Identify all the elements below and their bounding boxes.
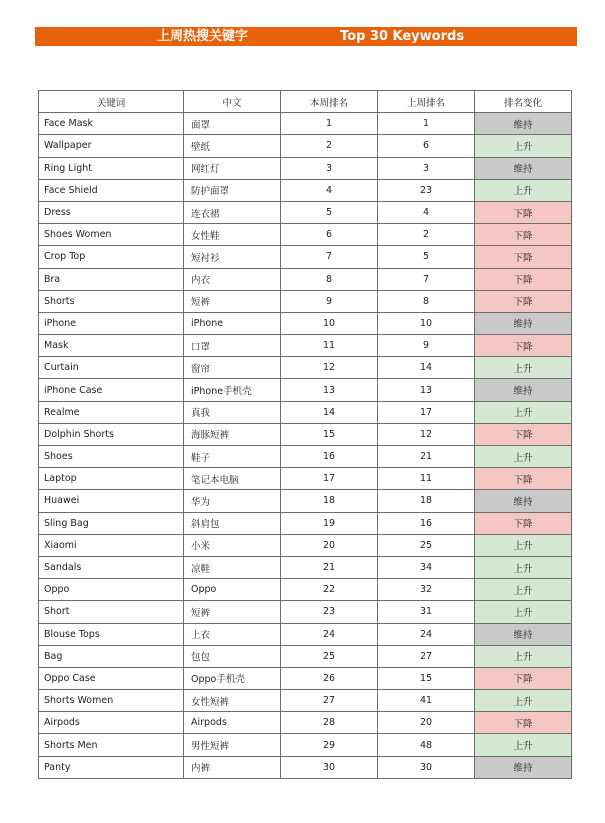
- table-row: [39, 157, 572, 179]
- table-row: [39, 468, 572, 490]
- chinese-cell: Oppo手机壳: [184, 667, 281, 689]
- keyword-cell: Xiaomi: [39, 534, 184, 556]
- last-week-rank-cell: 3: [378, 157, 475, 179]
- table-row: [39, 401, 572, 423]
- table-row: [39, 246, 572, 268]
- rank-change-cell: 维持: [475, 490, 572, 512]
- chinese-cell: 鞋子: [184, 446, 281, 468]
- table-row: [39, 601, 572, 623]
- rank-change-cell: 上升: [475, 446, 572, 468]
- this-week-rank-cell: 12: [281, 357, 378, 379]
- keyword-cell: Shoes Women: [39, 224, 184, 246]
- keyword-cell: Blouse Tops: [39, 623, 184, 645]
- table-row: [39, 357, 572, 379]
- this-week-rank-cell: 28: [281, 712, 378, 734]
- this-week-rank-cell: 11: [281, 335, 378, 357]
- keyword-cell: Panty: [39, 756, 184, 778]
- last-week-rank-cell: 5: [378, 246, 475, 268]
- this-week-rank-cell: 10: [281, 312, 378, 334]
- last-week-rank-cell: 25: [378, 534, 475, 556]
- rank-change-cell: 维持: [475, 623, 572, 645]
- table-row: [39, 712, 572, 734]
- chinese-cell: 凉鞋: [184, 556, 281, 578]
- last-week-rank-cell: 23: [378, 179, 475, 201]
- last-week-rank-cell: 32: [378, 579, 475, 601]
- keyword-cell: Shorts Women: [39, 690, 184, 712]
- last-week-rank-cell: 31: [378, 601, 475, 623]
- chinese-cell: iPhone: [184, 312, 281, 334]
- last-week-rank-cell: 11: [378, 468, 475, 490]
- chinese-cell: Airpods: [184, 712, 281, 734]
- rank-change-cell: 上升: [475, 579, 572, 601]
- table-row: [39, 645, 572, 667]
- last-week-rank-cell: 30: [378, 756, 475, 778]
- title-banner: [35, 27, 577, 46]
- chinese-cell: 内裤: [184, 756, 281, 778]
- this-week-rank-cell: 7: [281, 246, 378, 268]
- last-week-rank-cell: 8: [378, 290, 475, 312]
- rank-change-cell: 下降: [475, 423, 572, 445]
- keyword-cell: Airpods: [39, 712, 184, 734]
- this-week-rank-cell: 25: [281, 645, 378, 667]
- header-keyword: 关键词: [39, 91, 184, 113]
- header-last-week-rank: 上周排名: [378, 91, 475, 113]
- table-row: [39, 135, 572, 157]
- rank-change-cell: 下降: [475, 468, 572, 490]
- table-row: [39, 113, 572, 135]
- table-row: [39, 623, 572, 645]
- rank-change-cell: 下降: [475, 246, 572, 268]
- chinese-cell: Oppo: [184, 579, 281, 601]
- rank-change-cell: 下降: [475, 201, 572, 223]
- keyword-cell: Mask: [39, 335, 184, 357]
- chinese-cell: 男性短裤: [184, 734, 281, 756]
- chinese-cell: 窗帘: [184, 357, 281, 379]
- rank-change-cell: 上升: [475, 401, 572, 423]
- chinese-cell: 女性短裤: [184, 690, 281, 712]
- keyword-cell: Crop Top: [39, 246, 184, 268]
- keyword-cell: Face Shield: [39, 179, 184, 201]
- table-row: [39, 268, 572, 290]
- this-week-rank-cell: 21: [281, 556, 378, 578]
- keyword-cell: Face Mask: [39, 113, 184, 135]
- chinese-cell: 短裤: [184, 601, 281, 623]
- this-week-rank-cell: 27: [281, 690, 378, 712]
- keyword-cell: iPhone Case: [39, 379, 184, 401]
- keyword-cell: Oppo: [39, 579, 184, 601]
- chinese-cell: 防护面罩: [184, 179, 281, 201]
- header-rank-change: 排名变化: [475, 91, 572, 113]
- last-week-rank-cell: 27: [378, 645, 475, 667]
- this-week-rank-cell: 24: [281, 623, 378, 645]
- keyword-cell: Dress: [39, 201, 184, 223]
- rank-change-cell: 上升: [475, 179, 572, 201]
- this-week-rank-cell: 15: [281, 423, 378, 445]
- this-week-rank-cell: 22: [281, 579, 378, 601]
- keyword-cell: Shoes: [39, 446, 184, 468]
- table-row: [39, 690, 572, 712]
- chinese-cell: 笔记本电脑: [184, 468, 281, 490]
- this-week-rank-cell: 26: [281, 667, 378, 689]
- last-week-rank-cell: 10: [378, 312, 475, 334]
- table-row: [39, 290, 572, 312]
- rank-change-cell: 下降: [475, 224, 572, 246]
- title-chinese: 上周热搜关键字: [157, 29, 249, 44]
- table-row: [39, 667, 572, 689]
- this-week-rank-cell: 6: [281, 224, 378, 246]
- table-body: [39, 113, 572, 779]
- keyword-cell: iPhone: [39, 312, 184, 334]
- keyword-cell: Huawei: [39, 490, 184, 512]
- title-english: Top 30 Keywords: [340, 29, 465, 44]
- chinese-cell: 包包: [184, 645, 281, 667]
- table-header-row: [39, 91, 572, 113]
- table-row: [39, 734, 572, 756]
- header-chinese: 中文: [184, 91, 281, 113]
- last-week-rank-cell: 41: [378, 690, 475, 712]
- chinese-cell: 连衣裙: [184, 201, 281, 223]
- last-week-rank-cell: 13: [378, 379, 475, 401]
- rank-change-cell: 上升: [475, 357, 572, 379]
- keyword-cell: Curtain: [39, 357, 184, 379]
- this-week-rank-cell: 17: [281, 468, 378, 490]
- rank-change-cell: 上升: [475, 534, 572, 556]
- last-week-rank-cell: 17: [378, 401, 475, 423]
- last-week-rank-cell: 15: [378, 667, 475, 689]
- last-week-rank-cell: 6: [378, 135, 475, 157]
- rank-change-cell: 上升: [475, 734, 572, 756]
- this-week-rank-cell: 9: [281, 290, 378, 312]
- chinese-cell: 小米: [184, 534, 281, 556]
- table-row: [39, 512, 572, 534]
- this-week-rank-cell: 29: [281, 734, 378, 756]
- last-week-rank-cell: 2: [378, 224, 475, 246]
- table-row: [39, 490, 572, 512]
- chinese-cell: 口罩: [184, 335, 281, 357]
- last-week-rank-cell: 34: [378, 556, 475, 578]
- keyword-cell: Sandals: [39, 556, 184, 578]
- this-week-rank-cell: 8: [281, 268, 378, 290]
- last-week-rank-cell: 20: [378, 712, 475, 734]
- keyword-cell: Dolphin Shorts: [39, 423, 184, 445]
- last-week-rank-cell: 24: [378, 623, 475, 645]
- last-week-rank-cell: 48: [378, 734, 475, 756]
- this-week-rank-cell: 20: [281, 534, 378, 556]
- rank-change-cell: 上升: [475, 645, 572, 667]
- table-row: [39, 556, 572, 578]
- last-week-rank-cell: 16: [378, 512, 475, 534]
- table-row: [39, 379, 572, 401]
- keyword-cell: Bra: [39, 268, 184, 290]
- chinese-cell: 上衣: [184, 623, 281, 645]
- chinese-cell: 网红灯: [184, 157, 281, 179]
- rank-change-cell: 维持: [475, 379, 572, 401]
- last-week-rank-cell: 9: [378, 335, 475, 357]
- table-row: [39, 534, 572, 556]
- chinese-cell: 斜肩包: [184, 512, 281, 534]
- chinese-cell: 内衣: [184, 268, 281, 290]
- this-week-rank-cell: 18: [281, 490, 378, 512]
- chinese-cell: 海豚短裤: [184, 423, 281, 445]
- rank-change-cell: 下降: [475, 712, 572, 734]
- rank-change-cell: 上升: [475, 690, 572, 712]
- this-week-rank-cell: 30: [281, 756, 378, 778]
- chinese-cell: 华为: [184, 490, 281, 512]
- chinese-cell: iPhone手机壳: [184, 379, 281, 401]
- keyword-cell: Realme: [39, 401, 184, 423]
- this-week-rank-cell: 1: [281, 113, 378, 135]
- last-week-rank-cell: 21: [378, 446, 475, 468]
- rank-change-cell: 维持: [475, 312, 572, 334]
- last-week-rank-cell: 14: [378, 357, 475, 379]
- rank-change-cell: 维持: [475, 756, 572, 778]
- keyword-cell: Oppo Case: [39, 667, 184, 689]
- rank-change-cell: 下降: [475, 268, 572, 290]
- this-week-rank-cell: 19: [281, 512, 378, 534]
- chinese-cell: 面罩: [184, 113, 281, 135]
- chinese-cell: 真我: [184, 401, 281, 423]
- table-row: [39, 179, 572, 201]
- table-row: [39, 446, 572, 468]
- this-week-rank-cell: 23: [281, 601, 378, 623]
- rank-change-cell: 下降: [475, 512, 572, 534]
- table-row: [39, 335, 572, 357]
- this-week-rank-cell: 14: [281, 401, 378, 423]
- keyword-cell: Laptop: [39, 468, 184, 490]
- table-row: [39, 423, 572, 445]
- this-week-rank-cell: 3: [281, 157, 378, 179]
- last-week-rank-cell: 1: [378, 113, 475, 135]
- chinese-cell: 短裤: [184, 290, 281, 312]
- keyword-cell: Shorts: [39, 290, 184, 312]
- table-row: [39, 201, 572, 223]
- table-row: [39, 312, 572, 334]
- this-week-rank-cell: 13: [281, 379, 378, 401]
- rank-change-cell: 上升: [475, 135, 572, 157]
- last-week-rank-cell: 4: [378, 201, 475, 223]
- table-row: [39, 224, 572, 246]
- rank-change-cell: 上升: [475, 601, 572, 623]
- keyword-cell: Bag: [39, 645, 184, 667]
- keyword-cell: Wallpaper: [39, 135, 184, 157]
- table-row: [39, 756, 572, 778]
- keyword-cell: Shorts Men: [39, 734, 184, 756]
- table-row: [39, 579, 572, 601]
- rank-change-cell: 上升: [475, 556, 572, 578]
- this-week-rank-cell: 5: [281, 201, 378, 223]
- rank-change-cell: 维持: [475, 157, 572, 179]
- this-week-rank-cell: 16: [281, 446, 378, 468]
- this-week-rank-cell: 4: [281, 179, 378, 201]
- rank-change-cell: 下降: [475, 290, 572, 312]
- keyword-cell: Sling Bag: [39, 512, 184, 534]
- rank-change-cell: 下降: [475, 667, 572, 689]
- rank-change-cell: 下降: [475, 335, 572, 357]
- keyword-cell: Ring Light: [39, 157, 184, 179]
- keyword-cell: Short: [39, 601, 184, 623]
- rank-change-cell: 维持: [475, 113, 572, 135]
- last-week-rank-cell: 12: [378, 423, 475, 445]
- chinese-cell: 壁纸: [184, 135, 281, 157]
- chinese-cell: 女性鞋: [184, 224, 281, 246]
- last-week-rank-cell: 18: [378, 490, 475, 512]
- chinese-cell: 短衬衫: [184, 246, 281, 268]
- this-week-rank-cell: 2: [281, 135, 378, 157]
- keywords-table: [38, 90, 572, 779]
- last-week-rank-cell: 7: [378, 268, 475, 290]
- header-this-week-rank: 本周排名: [281, 91, 378, 113]
